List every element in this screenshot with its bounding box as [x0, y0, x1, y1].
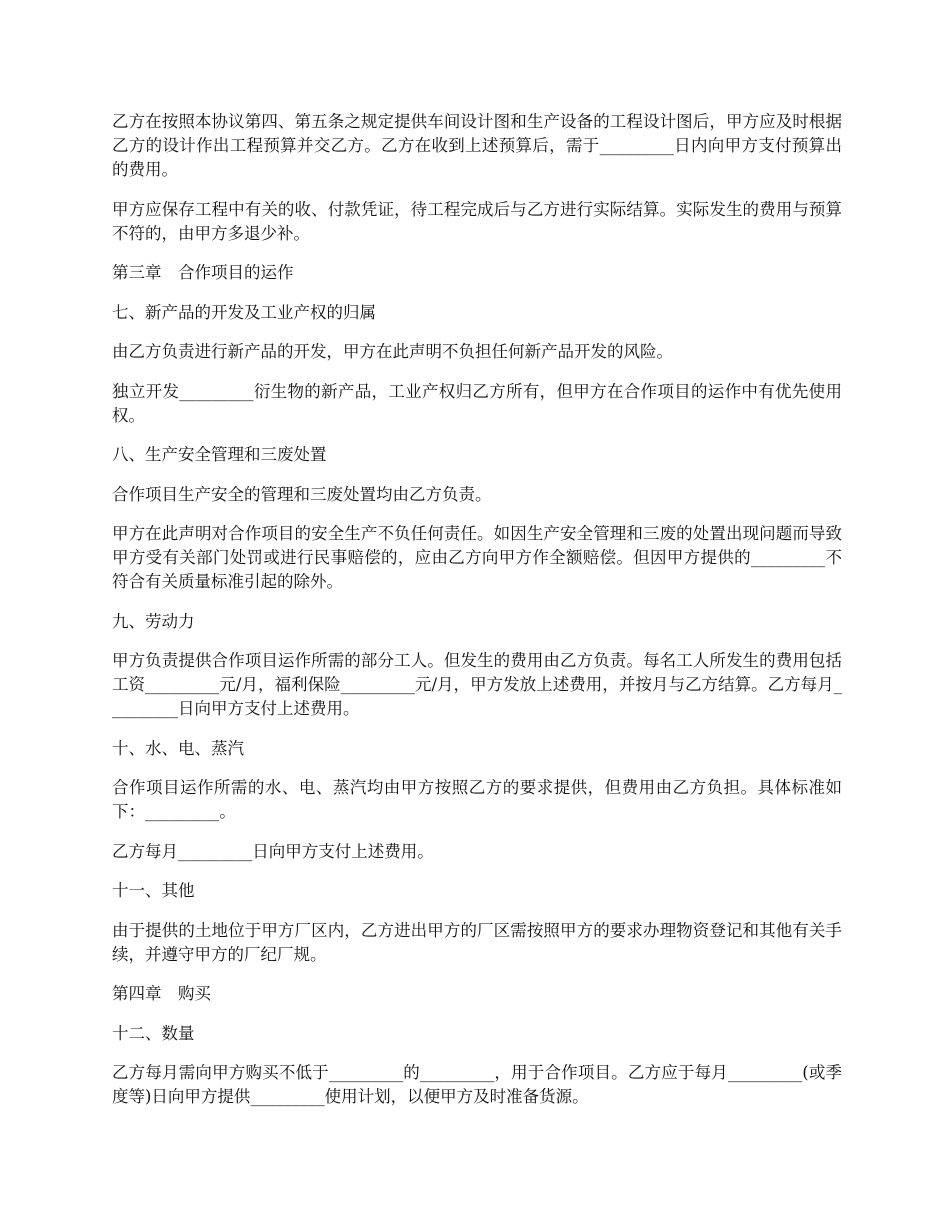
section-11-heading: 十一、其他 — [112, 881, 195, 900]
chapter-4-heading: 第四章 购买 — [112, 984, 211, 1003]
paragraph-utilities-supply: 合作项目运作所需的水、电、蒸汽均由甲方按照乙方的要求提供，但费用由乙方负担。具体标准如下：_________。 — [112, 778, 842, 821]
section-10-heading: 十、水、电、蒸汽 — [112, 738, 244, 758]
document-page — [112, 110, 842, 1125]
section-12-heading: 十二、数量 — [112, 1023, 195, 1043]
paragraph-safety-disclaimer: 甲方在此声明对合作项目的安全生产不负任何责任。如因生产安全管理和三废的处置出现问题而导致甲方受有关部门处罚或进行民事赔偿的，应由乙方向甲方作全额赔偿。但因甲方提供的_________不符合有关质量标准引起的除外。 — [112, 524, 842, 591]
section-7-heading: 七、新产品的开发及工业产权的归属 — [112, 302, 376, 322]
paragraph-settlement: 甲方应保存工程中有关的收、付款凭证，待工程完成后与乙方进行实际结算。实际发生的费用与预算不符的，由甲方多退少补。 — [112, 199, 842, 243]
paragraph-labor-costs: 甲方负责提供合作项目运作所需的部分工人。但发生的费用由乙方负责。每名工人所发生的费用包括工资_________元/月，福利保险_________元/月，甲方发放上述费用，并按月与乙方结算。乙方每月_________日向甲方支付上述费用。 — [112, 651, 842, 718]
paragraph-utilities-payment: 乙方每月_________日向甲方支付上述费用。 — [112, 841, 434, 861]
paragraph-purchase-quantity: 乙方每月需向甲方购买不低于_________的_________，用于合作项目。乙方应于每月_________(或季度等)日向甲方提供_________使用计划，以便甲方及时准备货源。 — [112, 1063, 842, 1106]
paragraph-product-development: 由乙方负责进行新产品的开发，甲方在此声明不负担任何新产品开发的风险。 — [112, 342, 673, 361]
paragraph-safety-responsibility: 合作项目生产安全的管理和三废处置均由乙方负责。 — [112, 484, 492, 504]
paragraph-budget-payment: 乙方在按照本协议第四、第五条之规定提供车间设计图和生产设备的工程设计图后，甲方应及时根据乙方的设计作出工程预算并交乙方。乙方在收到上述预算后，需于_________日内向甲方支付预算出的费用。 — [112, 112, 842, 179]
section-8-heading: 八、生产安全管理和三废处置 — [112, 445, 327, 464]
chapter-3-heading: 第三章 合作项目的运作 — [112, 263, 294, 282]
paragraph-industrial-property: 独立开发_________衍生物的新产品，工业产权归乙方所有，但甲方在合作项目的运作中有优先使用权。 — [112, 381, 842, 425]
section-9-heading: 九、劳动力 — [112, 611, 195, 631]
paragraph-site-access: 由于提供的土地位于甲方厂区内，乙方进出甲方的厂区需按照甲方的要求办理物资登记和其他有关手续，并遵守甲方的厂纪厂规。 — [112, 920, 842, 964]
